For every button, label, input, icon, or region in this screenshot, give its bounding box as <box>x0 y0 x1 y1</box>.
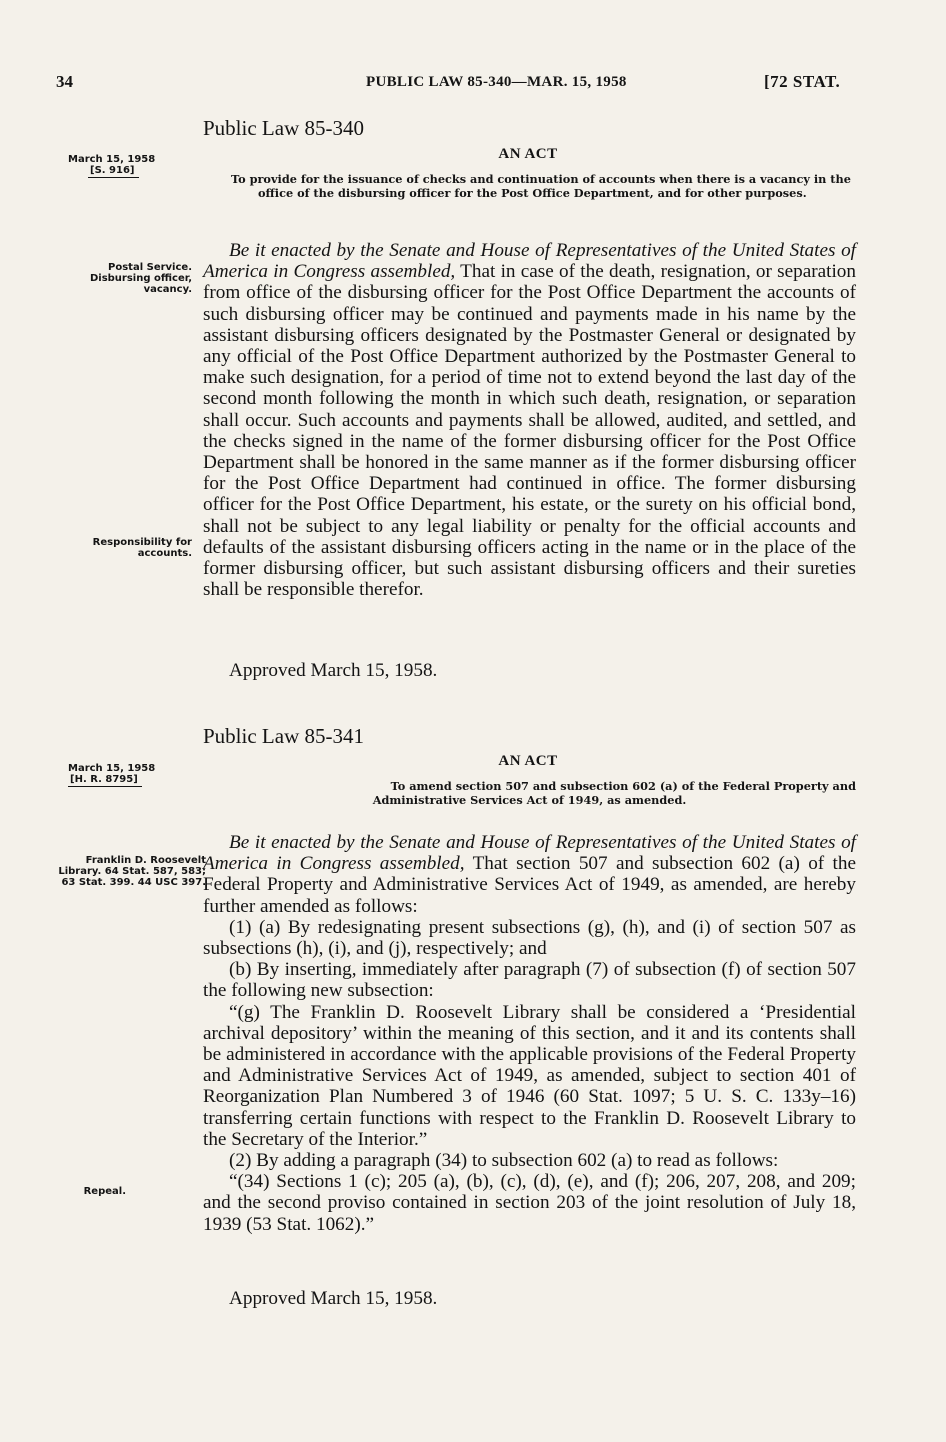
quoted-subsection-g: “(g) The Franklin D. Roosevelt Library shall be considered a ‘Presidential archival depository’ within the meaning of this section, and it and its contents shall be administered in accordance with the applicable provisions of the Federal Property and Administrative Services Act of 1949, as amended, subject to section 401 of Reorganization Plan Numbered 3 of 1946 (60 Stat. 1097; 5 U. S. C. 133y–16) transferring certain functions with respect to the Franklin D. Roosevelt Library to the Secretary of the Interior.” <box>203 1001 856 1150</box>
act-purpose-85-340: To provide for the issuance of checks and continuation of accounts when there is a vacancy in the office of the disbursing officer for the Post Office Department, and for other purposes. <box>231 172 851 200</box>
enacting-clause: Be it enacted by the Senate and House of Representatives of the United States of America in Congress assembled, <box>203 240 856 283</box>
margin-note-repeal: Repeal. <box>83 1186 126 1197</box>
margin-note-responsibility: Responsibility for accounts. <box>92 537 192 559</box>
paragraph-2: (2) By adding a paragraph (34) to subsection 602 (a) to read as follows: <box>229 1150 779 1172</box>
law-body-85-340 <box>203 240 856 600</box>
running-head: PUBLIC LAW 85-340—MAR. 15, 1958 <box>366 74 627 90</box>
margin-date: March 15, 1958 <box>68 154 156 165</box>
approved-date-85-341: Approved March 15, 1958. <box>229 1288 438 1309</box>
margin-date: March 15, 1958 <box>68 763 156 774</box>
paragraph-1a: (1) (a) By redesignating present subsections (g), (h), and (i) of section 507 as subsections (h), (i), and (j), respectively; and <box>203 916 856 960</box>
act-heading-85-341: AN ACT <box>498 753 558 769</box>
act-heading-85-340: AN ACT <box>498 146 558 162</box>
purpose-line-1: To amend section 507 and subsection 602 (a) of the Federal Property and <box>390 779 856 793</box>
law-body-intro: That section 507 and subsection 602 (a) of the Federal Property and Administrative Services Act of 1949, as amended, are hereby further amended as follows: <box>203 853 856 917</box>
margin-bill-number: [S. 916] <box>88 165 139 178</box>
margin-note-roosevelt-library: Franklin D. Roosevelt Library. 64 Stat. 587, 583; 63 Stat. 399. 44 USC 397. <box>58 855 206 888</box>
paragraph-1b: (b) By inserting, immediately after paragraph (7) of subsection (f) of section 507 the following new subsection: <box>203 959 856 1002</box>
law-body-85-341 <box>203 832 856 1235</box>
law-body-text: That in case of the death, resignation, or separation from office of the disbursing officer for the Post Office Department the accounts of such disbursing officer may be continued and payments made in his name by the assistant disbursing officers designated by the Postmaster General or designated by any official of the Post Office Department authorized by the Postmaster General to make such designation, for a period of time not to extend beyond the last day of the second month following the month in which such death, resignation, or separation shall occur. Such accounts and payments shall be allowed, audited, and settled, and the checks signed in the name of the former disbursing officer for the Post Office Department shall be honored in the same manner as if the former disbursing officer for the Post Office Department had continued in office. The former disbursing officer for the Post Office Department, his estate, or the surety on his official bond, shall not be subject to any legal liability or penalty for the official accounts and defaults of the assistant disbursing officers acting in the name or in the place of the former disbursing officer, but such assistant disbursing officers and their sureties shall be responsible therefor. <box>203 261 856 601</box>
enacting-clause: Be it enacted by the Senate and House of Representatives of the United States of America in Congress assembled, <box>203 832 856 875</box>
margin-note-postal-service: Postal Service. Disbursing officer, vacancy. <box>89 262 192 295</box>
purpose-line-2: Administrative Services Act of 1949, as amended. <box>372 793 687 807</box>
margin-date-85-341 <box>68 763 212 787</box>
page-header <box>0 72 946 96</box>
quoted-paragraph-34: “(34) Sections 1 (c); 205 (a), (b), (c), (d), (e), and (f); 206, 207, 208, and 209; and the second proviso contained in section 203 of the joint resolution of July 18, 1939 (53 Stat. 1062).” <box>203 1171 856 1235</box>
page-number: 34 <box>56 72 73 91</box>
margin-date-85-340 <box>68 154 212 178</box>
statute-reference: [72 STAT. <box>764 72 841 91</box>
law-title-85-340: Public Law 85-340 <box>203 116 364 140</box>
approved-date-85-340: Approved March 15, 1958. <box>229 660 438 681</box>
act-purpose-85-341 <box>203 779 856 807</box>
law-title-85-341: Public Law 85-341 <box>203 724 364 748</box>
margin-bill-number: [H. R. 8795] <box>68 774 142 787</box>
